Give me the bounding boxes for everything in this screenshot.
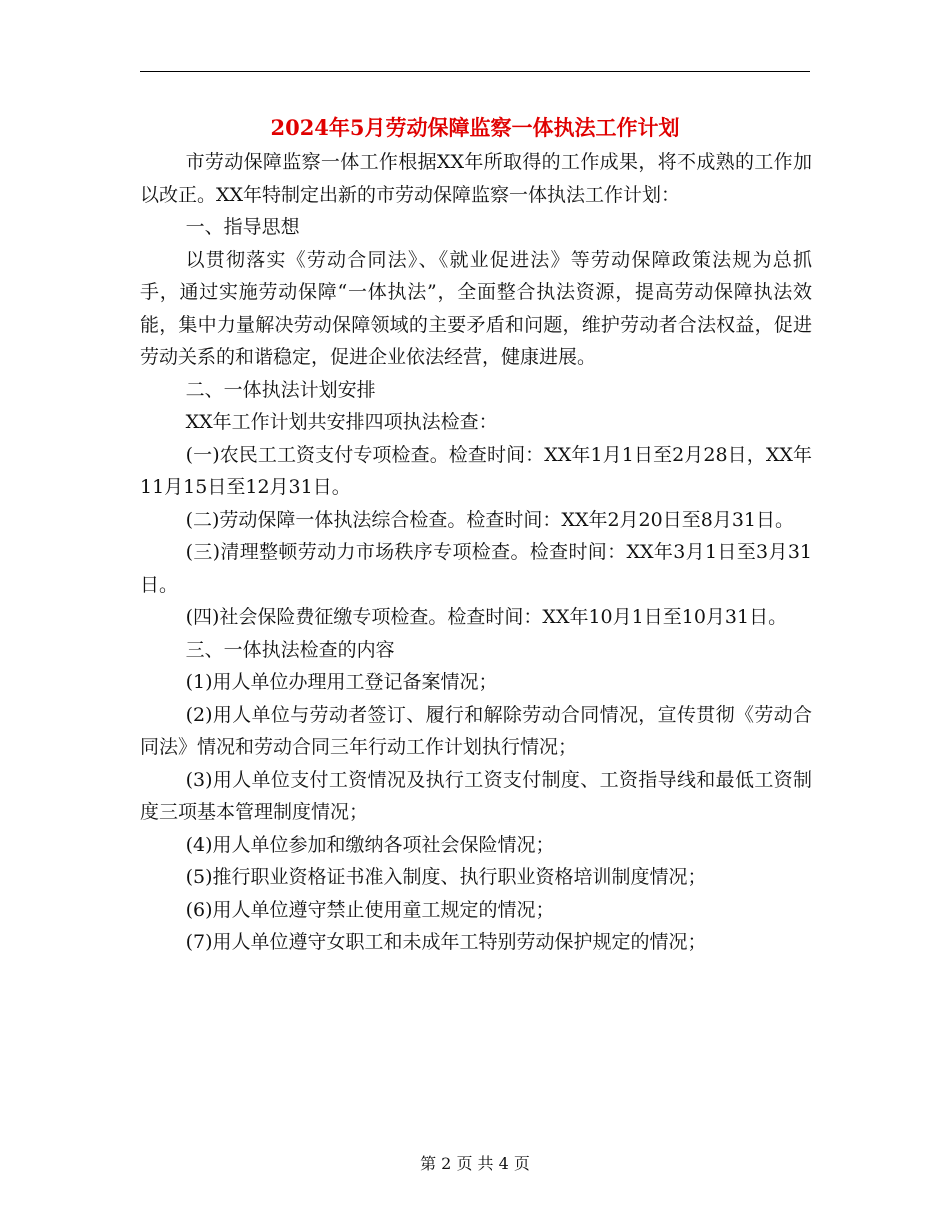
document-title: 2024年5月劳动保障监察一体执法工作计划 [270, 115, 680, 140]
paragraph-plan-summary: XX年工作计划共安排四项执法检查： [185, 411, 498, 433]
heading-plan-arrangement: 二、一体执法计划安排 [185, 378, 376, 401]
heading-guiding-thought: 一、指导思想 [185, 216, 300, 238]
list-item-content-4: (4)用人单位参加和缴纳各项社会保险情况； [185, 833, 555, 856]
list-item-content-3: (3)用人单位支付工资情况及执行工资支付制度、工资指导线和最低工资制度三项基本管理制度情况； [140, 768, 812, 823]
heading-inspection-content: 三、一体执法检查的内容 [185, 638, 395, 661]
list-item-inspection-2: (二)劳动保障一体执法综合检查。检查时间：XX年2月20日至8月31日。 [185, 508, 795, 531]
list-item-content-6: (6)用人单位遵守禁止使用童工规定的情况； [185, 898, 555, 921]
list-item-content-2: (2)用人单位与劳动者签订、履行和解除劳动合同情况，宣传贯彻《劳动合同法》情况和劳动合同三年行动工作计划执行情况； [140, 703, 812, 758]
page-footer: 第 2 页 共 4 页 [420, 1154, 530, 1173]
list-item-inspection-4: (四)社会保险费征缴专项检查。检查时间：XX年10月1日至10月31日。 [185, 606, 788, 628]
list-item-content-7: (7)用人单位遵守女职工和未成年工特别劳动保护规定的情况； [185, 931, 707, 953]
list-item-content-1: (1)用人单位办理用工登记备案情况； [185, 671, 498, 693]
paragraph-intro: 市劳动保障监察一体工作根据XX年所取得的工作成果，将不成熟的工作加以改正。XX年特制定出新的市劳动保障监察一体执法工作计划： [140, 151, 812, 206]
list-item-inspection-1: (一)农民工工资支付专项检查。检查时间：XX年1月1日至2月28日，XX年11月15日至12月31日。 [140, 443, 812, 498]
paragraph-guiding-thought: 以贯彻落实《劳动合同法》、《就业促进法》等劳动保障政策法规为总抓手，通过实施劳动保障“一体执法”，全面整合执法资源，提高劳动保障执法效能，集中力量解决劳动保障领域的主要矛盾和问题，维护劳动者合法权益，促进劳动关系的和谐稳定，促进企业依法经营，健康进展。 [140, 248, 812, 368]
document-body [140, 146, 812, 959]
list-item-inspection-3: (三)清理整顿劳动力市场秩序专项检查。检查时间：XX年3月1日至3月31日。 [140, 541, 812, 596]
header-rule [140, 71, 810, 72]
list-item-content-5: (5)推行职业资格证书准入制度、执行职业资格培训制度情况； [185, 866, 707, 888]
